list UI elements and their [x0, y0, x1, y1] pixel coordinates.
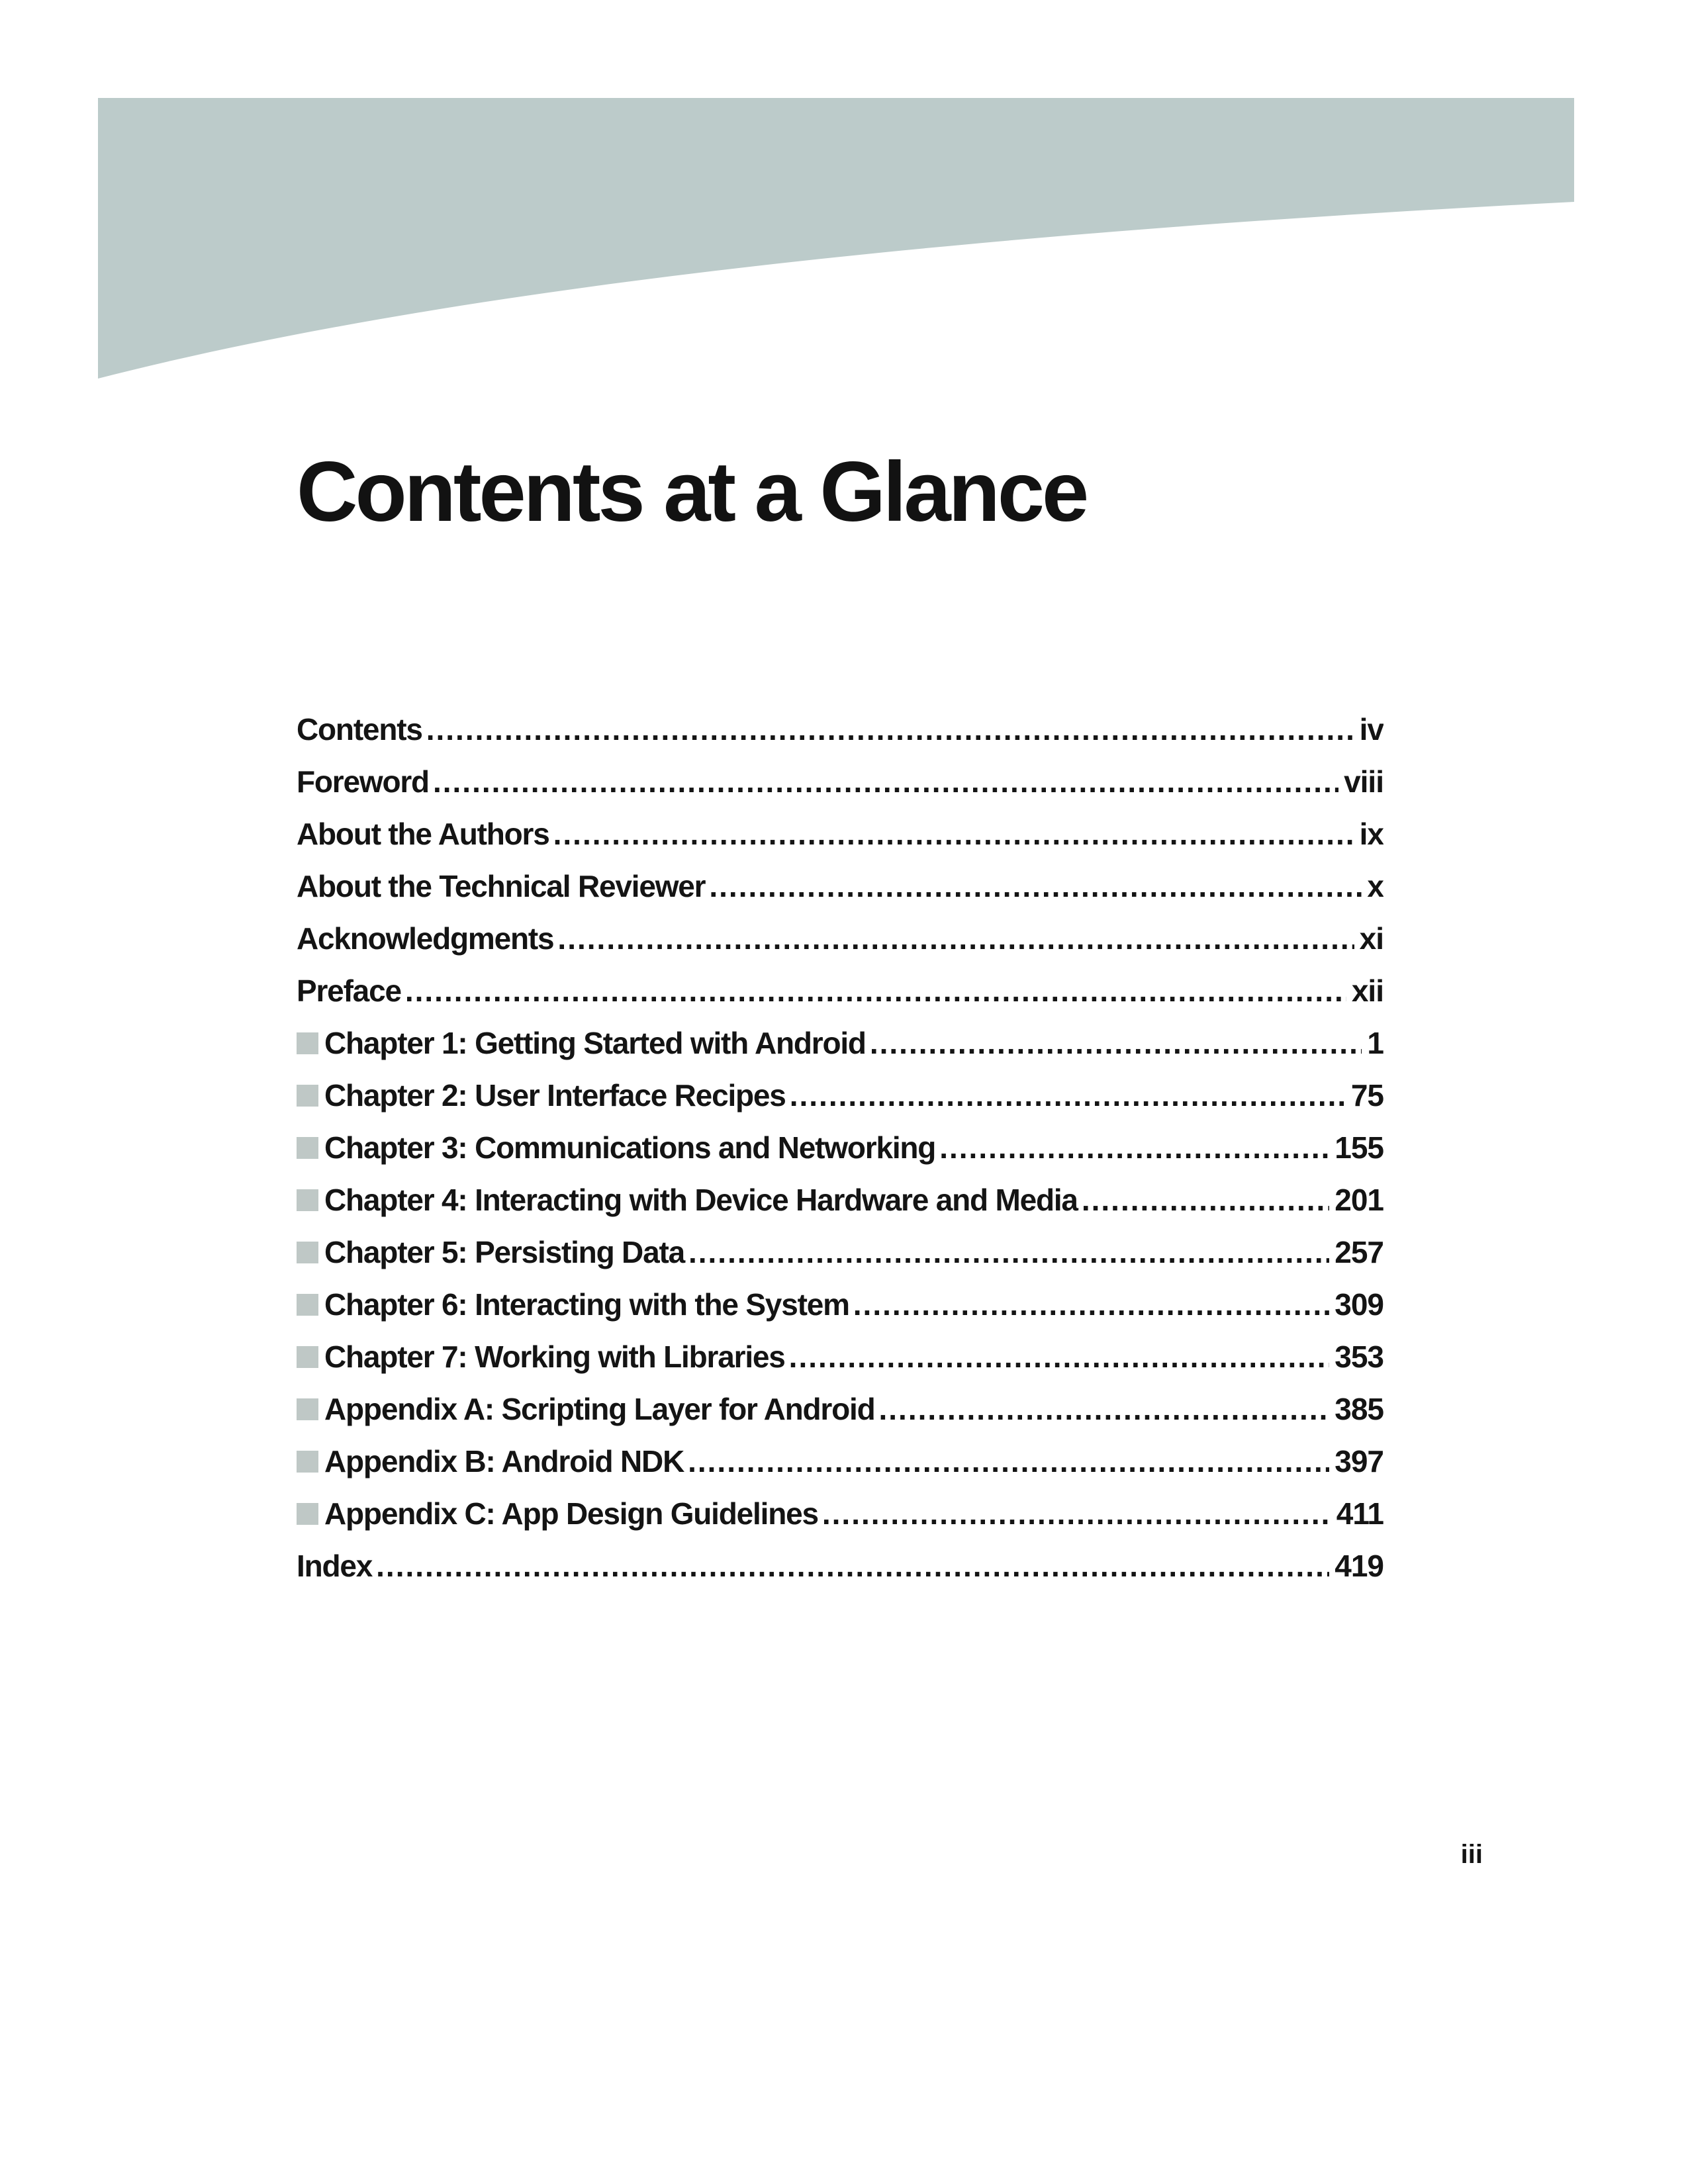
toc-entry[interactable]: [297, 965, 1383, 1017]
square-bullet-icon: [297, 1085, 318, 1107]
page-folio: iii: [1460, 1840, 1483, 1869]
toc-entry-label: Chapter 5: Persisting Data: [324, 1235, 684, 1269]
square-bullet-icon: [297, 1503, 318, 1525]
square-bullet-icon: [297, 1398, 318, 1420]
dot-leader: [709, 860, 1362, 913]
toc-page-number: 1: [1367, 1026, 1383, 1060]
toc-page-number: ix: [1359, 817, 1383, 851]
dot-leader: [789, 1331, 1330, 1383]
toc-page-number: 419: [1335, 1549, 1383, 1583]
header-band-shape: [98, 98, 1574, 379]
dot-leader: [557, 913, 1354, 965]
toc-entry-label: Chapter 2: User Interface Recipes: [324, 1078, 786, 1113]
toc-entry-chapter[interactable]: [297, 1331, 1383, 1383]
toc-entry[interactable]: [297, 808, 1383, 860]
dot-leader: [790, 1069, 1346, 1122]
dot-leader: [822, 1488, 1331, 1540]
toc-entry-label: Chapter 1: Getting Started with Android: [324, 1026, 866, 1060]
square-bullet-icon: [297, 1242, 318, 1263]
toc-page-number: 257: [1335, 1235, 1383, 1269]
toc-entry-label: Foreword: [297, 764, 429, 799]
toc-entry[interactable]: [297, 756, 1383, 808]
toc-entry-label: Chapter 6: Interacting with the System: [324, 1287, 849, 1322]
toc-page-number: 411: [1336, 1496, 1383, 1531]
toc-entry-label: Acknowledgments: [297, 921, 554, 956]
square-bullet-icon: [297, 1451, 318, 1473]
dot-leader: [853, 1279, 1329, 1331]
toc-entry[interactable]: [297, 913, 1383, 965]
toc-entry-label: Preface: [297, 974, 401, 1008]
dot-leader: [1082, 1174, 1329, 1226]
dot-leader: [879, 1383, 1330, 1435]
toc-entry-label: About the Authors: [297, 817, 549, 851]
toc-page-number: 353: [1335, 1340, 1383, 1374]
toc-entry-chapter[interactable]: [297, 1069, 1383, 1122]
toc-entry-chapter[interactable]: [297, 1017, 1383, 1069]
square-bullet-icon: [297, 1032, 318, 1054]
toc-entry-chapter[interactable]: [297, 1174, 1383, 1226]
page-title: Contents at a Glance: [297, 445, 1087, 539]
toc-entry[interactable]: [297, 1540, 1383, 1592]
toc-entry-label: Chapter 4: Interacting with Device Hardware and Media: [324, 1183, 1078, 1217]
toc-entry[interactable]: [297, 860, 1383, 913]
toc-page-number: xi: [1359, 921, 1383, 956]
toc-entry-label: About the Technical Reviewer: [297, 869, 706, 903]
toc-page-number: 155: [1335, 1130, 1383, 1165]
square-bullet-icon: [297, 1137, 318, 1159]
toc-entry-chapter[interactable]: [297, 1122, 1383, 1174]
toc-page-number: 201: [1335, 1183, 1383, 1217]
toc-entry-appendix[interactable]: [297, 1435, 1383, 1488]
toc-page-number: 309: [1335, 1287, 1383, 1322]
square-bullet-icon: [297, 1346, 318, 1368]
toc-page-number: 75: [1350, 1078, 1383, 1113]
dot-leader: [870, 1017, 1362, 1069]
square-bullet-icon: [297, 1189, 318, 1211]
dot-leader: [939, 1122, 1329, 1174]
toc-entry-label: Appendix B: Android NDK: [324, 1444, 684, 1479]
toc-entry-label: Contents: [297, 712, 422, 747]
toc-entry-chapter[interactable]: [297, 1279, 1383, 1331]
toc-entry-label: Appendix C: App Design Guidelines: [324, 1496, 818, 1531]
dot-leader: [405, 965, 1346, 1017]
toc-list: [297, 704, 1383, 1592]
toc-page-number: viii: [1344, 764, 1383, 799]
toc-entry-label: Index: [297, 1549, 373, 1583]
dot-leader: [688, 1435, 1329, 1488]
dot-leader: [688, 1226, 1329, 1279]
toc-entry-label: Appendix A: Scripting Layer for Android: [324, 1392, 875, 1426]
toc-page-number: 385: [1335, 1392, 1383, 1426]
toc-page-number: xii: [1351, 974, 1383, 1008]
toc-entry-chapter[interactable]: [297, 1226, 1383, 1279]
dot-leader: [553, 808, 1354, 860]
toc-entry[interactable]: [297, 704, 1383, 756]
header-band: [0, 0, 1688, 397]
dot-leader: [376, 1540, 1329, 1592]
toc-entry-label: Chapter 3: Communications and Networking: [324, 1130, 936, 1165]
dot-leader: [433, 756, 1338, 808]
toc-entry-appendix[interactable]: [297, 1488, 1383, 1540]
dot-leader: [426, 704, 1354, 756]
toc-page-number: iv: [1359, 712, 1383, 747]
square-bullet-icon: [297, 1294, 318, 1316]
toc-page-number: 397: [1335, 1444, 1383, 1479]
toc-entry-label: Chapter 7: Working with Libraries: [324, 1340, 785, 1374]
toc-page-number: x: [1367, 869, 1383, 903]
toc-entry-appendix[interactable]: [297, 1383, 1383, 1435]
